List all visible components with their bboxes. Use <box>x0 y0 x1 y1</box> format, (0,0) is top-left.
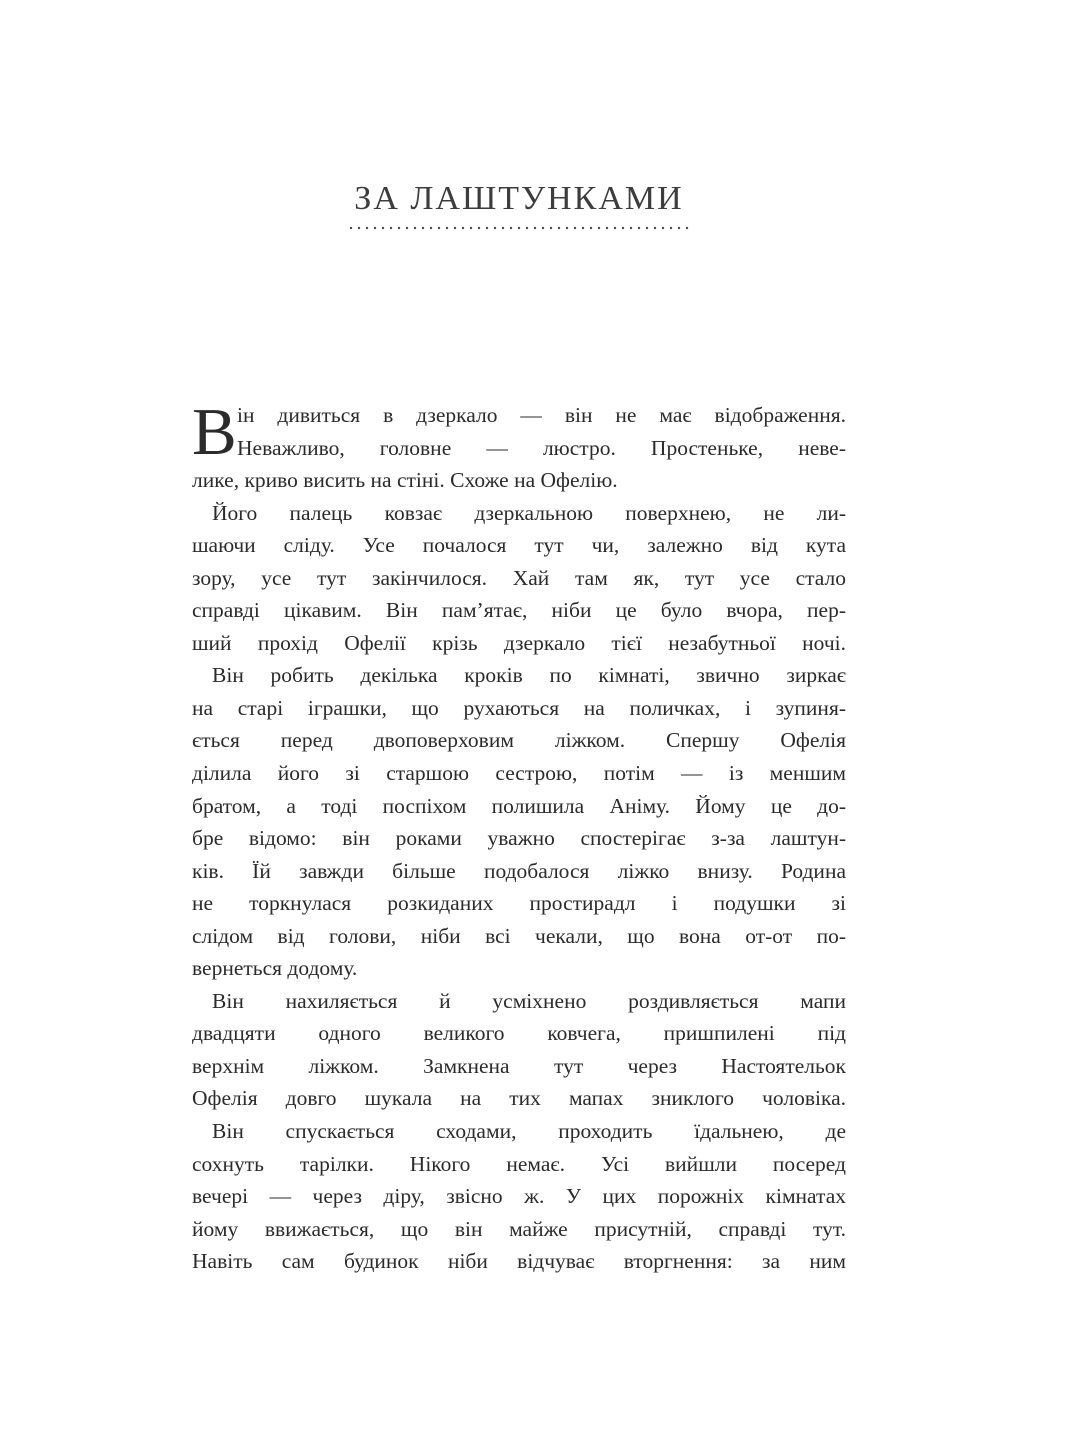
text-line: Він робить декілька кроків по кімнаті, звично зиркає <box>212 663 846 688</box>
text-line: лике, криво висить на стіні. Схоже на Офелію. <box>192 468 618 493</box>
text-line: не торкнулася розкиданих простирадл і подушки зі <box>192 891 846 916</box>
text-line: справді цікавим. Він пам’ятає, ніби це було вчора, пер- <box>192 598 846 623</box>
text-line: Він нахиляється й усміхнено роздивляється мапи <box>212 988 846 1013</box>
text-line: верхнім ліжком. Замкнена тут через Настоятельок <box>192 1053 846 1078</box>
text-line: ється перед двоповерховим ліжком. Спершу Офелія <box>192 728 846 753</box>
paragraph <box>192 659 846 984</box>
text-line: вечері — через діру, звісно ж. У цих порожніх кімнатах <box>192 1184 846 1209</box>
paragraph <box>192 985 846 1115</box>
text-line: ків. Їй завжди більше подобалося ліжко внизу. Родина <box>192 858 846 883</box>
drop-cap-letter: В <box>192 395 237 469</box>
text-line: зору, усе тут закінчилося. Хай там як, тут усе стало <box>192 565 846 590</box>
text-line: Навіть сам будинок ніби відчуває вторгнення: за ним <box>192 1249 846 1274</box>
text-line: сохнуть тарілки. Нікого немає. Усі вийшли посеред <box>192 1151 846 1176</box>
text-line: Він спускається сходами, проходить їдальнею, де <box>212 1119 846 1144</box>
paragraph <box>192 395 846 497</box>
paragraph <box>192 497 846 660</box>
text-line: на старі іграшки, що рухаються на поличках, і зупиня- <box>192 695 846 720</box>
text-line: бре відомо: він роками уважно спостерігає з-за лаштун- <box>192 826 846 851</box>
text-line: ін дивиться в дзеркало — він не має відображення. <box>237 403 846 427</box>
text-line: Неважливо, головне — люстро. Простеньке, неве- <box>237 435 846 460</box>
text-line: вернеться додому. <box>192 956 358 981</box>
paragraph <box>192 1115 846 1278</box>
text-line: слідом від голови, ніби всі чекали, що вона от-от по- <box>192 923 846 948</box>
text-line: братом, а тоді поспіхом полишила Аніму. Йому це до- <box>192 793 846 818</box>
chapter-body-text <box>192 395 846 1278</box>
text-line: ший прохід Офелії крізь дзеркало тієї незабутньої ночі. <box>192 630 846 655</box>
chapter-title: ЗА ЛАШТУНКАМИ <box>354 180 684 217</box>
text-line: йому ввижається, що він майже присутній, справді тут. <box>192 1216 846 1241</box>
text-line: Офелія довго шукала на тих мапах зниклого чоловіка. <box>192 1086 846 1111</box>
text-line: Його палець ковзає дзеркальною поверхнею, не ли- <box>212 500 846 525</box>
title-dotted-rule <box>347 226 693 230</box>
text-line: двадцяти одного великого ковчега, пришпилені під <box>192 1021 846 1046</box>
text-line: ділила його зі старшою сестрою, потім — із меншим <box>192 761 846 786</box>
text-line: шаючи сліду. Усе почалося тут чи, залежно від кута <box>192 533 846 558</box>
